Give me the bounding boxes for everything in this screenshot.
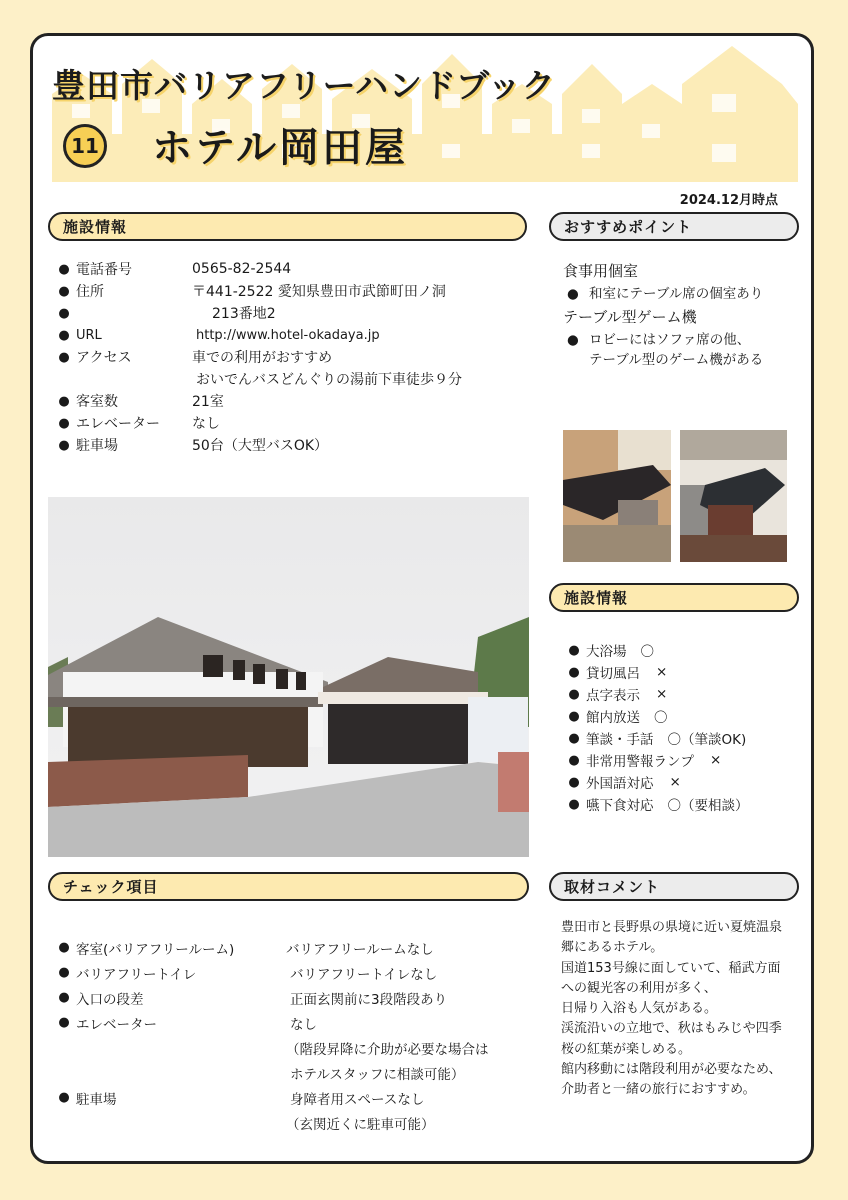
- private-dining-room-photo: [563, 430, 671, 562]
- as-of-date: 2024.12月時点: [679, 193, 778, 208]
- bullet-icon: ●: [58, 283, 70, 299]
- facility-item: ● 非常用警報ランプ ×: [562, 749, 749, 771]
- bullet-icon: ●: [568, 686, 580, 702]
- section-title: 施設情報: [564, 589, 629, 607]
- section-header-recommend: [549, 212, 799, 241]
- section-title: 取材コメント: [564, 878, 661, 896]
- bullet-icon: ●: [568, 774, 580, 790]
- recommend-bullet: ● 和室にテーブル席の個室あり: [567, 286, 764, 302]
- bullet-icon: ●: [58, 327, 70, 343]
- facility-item: ● 外国語対応 ×: [562, 771, 749, 793]
- facility-item: ● 大浴場 〇: [562, 639, 749, 661]
- info-row-parking: ● 駐車場 50台（大型バスOK）: [52, 434, 462, 456]
- check-row: ● エレベーター なし: [52, 1010, 489, 1035]
- facility-item: ● 嚥下食対応 〇（要相談）: [562, 793, 749, 815]
- section-title: チェック項目: [63, 878, 159, 896]
- bullet-icon: ●: [568, 664, 580, 680]
- interview-comment: 豊田市と長野県の県境に近い夏焼温泉 郷にあるホテル。 国道153号線に面していて、稲武方面 への観光客の利用が多く、 日帰り入浴も人気がある。 渓流沿いの立地で、秋はもみじや四季 桜の紅葉が楽しめる。 館内移動には階段利用が必要なため、 介助者と一緒の旅行におすすめ。: [561, 920, 783, 1098]
- info-row-elevator: ● エレベーター なし: [52, 412, 462, 434]
- bullet-icon: ●: [568, 752, 580, 768]
- info-row-phone: ● 電話番号 0565-82-2544: [52, 258, 462, 280]
- bullet-icon: ●: [58, 990, 70, 1005]
- bullet-icon: ●: [58, 437, 70, 453]
- bullet-icon: ●: [58, 305, 70, 321]
- recommend-bullet: ● ロビーにはソファ席の他、: [567, 332, 751, 348]
- check-items-list: [52, 935, 489, 1135]
- check-row: ● 駐車場 身障者用スペースなし: [52, 1085, 489, 1110]
- recommend-bullet-cont: テーブル型のゲーム機がある: [589, 352, 764, 368]
- facility-item: ● 筆談・手話 〇（筆談OK): [562, 727, 749, 749]
- section-header-facility-info: [48, 212, 527, 241]
- table-game-machine-photo: [680, 430, 787, 562]
- info-row-access: ● アクセス 車での利用がおすすめ: [52, 346, 462, 368]
- info-row-rooms: ● 客室数 21室: [52, 390, 462, 412]
- info-row-address-2: ● 213番地2: [52, 302, 462, 324]
- bullet-icon: ●: [58, 1015, 70, 1030]
- hotel-exterior-photo: [48, 497, 529, 857]
- facilities-list: [562, 639, 749, 815]
- bullet-icon: ●: [58, 261, 70, 277]
- check-row: ● 客室(バリアフリールーム) バリアフリールームなし: [52, 935, 489, 960]
- info-row-address: ● 住所 〒441-2522 愛知県豊田市武節町田ノ洞: [52, 280, 462, 302]
- series-title: 豊田市バリアフリーハンドブック: [52, 66, 556, 105]
- bullet-icon: ●: [58, 415, 70, 431]
- facility-number-badge: 11: [63, 124, 107, 168]
- recommend-title: テーブル型ゲーム機: [563, 308, 697, 326]
- facility-name: ホテル岡田屋: [152, 125, 408, 171]
- bullet-icon: ●: [568, 796, 580, 812]
- bullet-icon: ●: [568, 730, 580, 746]
- facility-item: ● 点字表示 ×: [562, 683, 749, 705]
- bullet-icon: ●: [568, 708, 580, 724]
- bullet-icon: ●: [567, 332, 579, 348]
- bullet-icon: ●: [58, 1090, 70, 1105]
- section-header-facilities: [549, 583, 799, 612]
- bullet-icon: ●: [58, 393, 70, 409]
- bullet-icon: ●: [58, 965, 70, 980]
- facility-item: ● 貸切風呂 ×: [562, 661, 749, 683]
- bullet-icon: ●: [58, 349, 70, 365]
- section-header-check-items: [48, 872, 529, 901]
- info-row-url: ● URL http://www.hotel-okadaya.jp: [52, 324, 462, 346]
- bullet-icon: ●: [567, 286, 579, 302]
- check-row: ● 入口の段差 正面玄関前に3段階段あり: [52, 985, 489, 1010]
- check-row-note: （階段昇降に介助が必要な場合は: [286, 1041, 489, 1058]
- recommend-title: 食事用個室: [563, 262, 639, 280]
- facility-item: ● 館内放送 〇: [562, 705, 749, 727]
- section-title: おすすめポイント: [564, 218, 693, 236]
- bullet-icon: ●: [58, 940, 70, 955]
- bullet-icon: ●: [568, 642, 580, 658]
- check-row: ● バリアフリートイレ バリアフリートイレなし: [52, 960, 489, 985]
- recommend-points: [563, 258, 763, 370]
- facility-info-list: [52, 258, 462, 456]
- check-row-note: ホテルスタッフに相談可能）: [290, 1066, 465, 1083]
- check-row-note: （玄関近くに駐車可能）: [286, 1116, 435, 1133]
- website-link[interactable]: http://www.hotel-okadaya.jp: [196, 327, 380, 343]
- info-row-access-2: おいでんバスどんぐりの湯前下車徒歩９分: [196, 372, 462, 388]
- section-title: 施設情報: [63, 218, 128, 236]
- section-header-comment: [549, 872, 799, 901]
